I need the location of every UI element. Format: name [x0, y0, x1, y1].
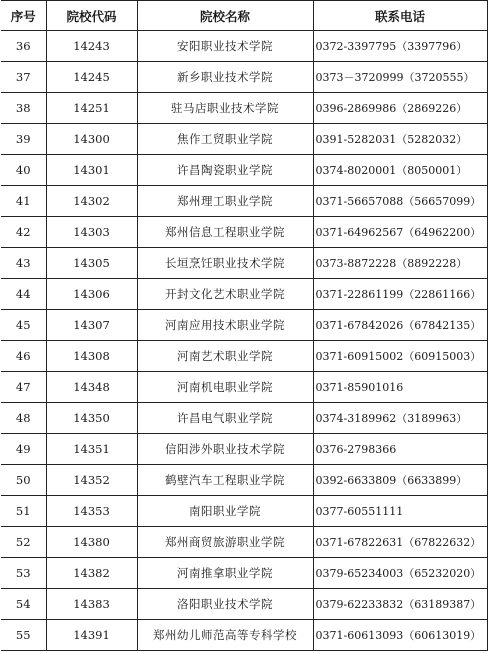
school-name-cell: 许昌电气职业学院 [137, 403, 313, 434]
serial-number-cell: 39 [1, 124, 46, 155]
table-row [1, 93, 487, 124]
table-row [1, 62, 487, 93]
table-row [1, 434, 487, 465]
serial-number-cell: 47 [1, 372, 46, 403]
school-code-cell: 14245 [46, 62, 137, 93]
phone-cell: 0379-62233832（63189387） [313, 589, 487, 620]
school-code-cell: 14308 [46, 341, 137, 372]
school-code-cell: 14348 [46, 372, 137, 403]
school-name-cell: 河南推拿职业学院 [137, 558, 313, 589]
table-row [1, 558, 487, 589]
phone-cell: 0371-64962567（64962200） [313, 217, 487, 248]
serial-number-cell: 52 [1, 527, 46, 558]
table-row [1, 496, 487, 527]
school-name-cell: 河南应用技术职业学院 [137, 310, 313, 341]
phone-cell: 0371-22861199（22861166） [313, 279, 487, 310]
header-school-code: 院校代码 [46, 1, 137, 31]
header-serial-number: 序号 [1, 1, 46, 31]
school-name-cell: 郑州商贸旅游职业学院 [137, 527, 313, 558]
school-name-cell: 郑州幼儿师范高等专科学校 [137, 620, 313, 651]
college-contact-table [1, 0, 488, 651]
serial-number-cell: 50 [1, 465, 46, 496]
school-name-cell: 许昌陶瓷职业学院 [137, 155, 313, 186]
school-name-cell: 开封文化艺术职业学院 [137, 279, 313, 310]
serial-number-cell: 41 [1, 186, 46, 217]
table-row [1, 527, 487, 558]
table-row [1, 589, 487, 620]
phone-cell: 0371-60915002（60915003） [313, 341, 487, 372]
table-row [1, 341, 487, 372]
header-contact-phone: 联系电话 [313, 1, 487, 31]
table-row [1, 372, 487, 403]
table-row [1, 620, 487, 651]
table-row [1, 217, 487, 248]
school-name-cell: 新乡职业技术学院 [137, 62, 313, 93]
table-row [1, 465, 487, 496]
school-name-cell: 安阳职业技术学院 [137, 31, 313, 62]
school-name-cell: 长垣烹饪职业技术学院 [137, 248, 313, 279]
school-code-cell: 14300 [46, 124, 137, 155]
school-name-cell: 南阳职业学院 [137, 496, 313, 527]
school-name-cell: 郑州信息工程职业学院 [137, 217, 313, 248]
phone-cell: 0373－3720999（3720555） [313, 62, 487, 93]
phone-cell: 0374-8020001（8050001） [313, 155, 487, 186]
phone-cell: 0377-60551111 [313, 496, 487, 527]
phone-cell: 0391-5282031（5282032） [313, 124, 487, 155]
school-name-cell: 河南机电职业学院 [137, 372, 313, 403]
school-name-cell: 驻马店职业技术学院 [137, 93, 313, 124]
table-row [1, 155, 487, 186]
table-row [1, 310, 487, 341]
school-code-cell: 14352 [46, 465, 137, 496]
school-code-cell: 14380 [46, 527, 137, 558]
school-code-cell: 14350 [46, 403, 137, 434]
school-name-cell: 河南艺术职业学院 [137, 341, 313, 372]
serial-number-cell: 36 [1, 31, 46, 62]
school-code-cell: 14251 [46, 93, 137, 124]
serial-number-cell: 49 [1, 434, 46, 465]
table-row [1, 403, 487, 434]
school-code-cell: 14353 [46, 496, 137, 527]
serial-number-cell: 37 [1, 62, 46, 93]
phone-cell: 0371-67842026（67842135） [313, 310, 487, 341]
serial-number-cell: 38 [1, 93, 46, 124]
table-row [1, 248, 487, 279]
serial-number-cell: 45 [1, 310, 46, 341]
school-name-cell: 焦作工贸职业学院 [137, 124, 313, 155]
table-row [1, 186, 487, 217]
school-code-cell: 14305 [46, 248, 137, 279]
school-name-cell: 信阳涉外职业技术学院 [137, 434, 313, 465]
phone-cell: 0371-67822631（67822632） [313, 527, 487, 558]
school-name-cell: 鹤壁汽车工程职业学院 [137, 465, 313, 496]
serial-number-cell: 53 [1, 558, 46, 589]
table-row [1, 279, 487, 310]
school-code-cell: 14383 [46, 589, 137, 620]
phone-cell: 0372-3397795（3397796） [313, 31, 487, 62]
school-code-cell: 14302 [46, 186, 137, 217]
school-code-cell: 14391 [46, 620, 137, 651]
serial-number-cell: 46 [1, 341, 46, 372]
table-row [1, 31, 487, 62]
serial-number-cell: 55 [1, 620, 46, 651]
header-school-name: 院校名称 [137, 1, 313, 31]
serial-number-cell: 54 [1, 589, 46, 620]
phone-cell: 0396-2869986（2869226） [313, 93, 487, 124]
school-code-cell: 14243 [46, 31, 137, 62]
table-row [1, 124, 487, 155]
school-code-cell: 14303 [46, 217, 137, 248]
school-name-cell: 洛阳职业技术学院 [137, 589, 313, 620]
phone-cell: 0371-85901016 [313, 372, 487, 403]
school-code-cell: 14307 [46, 310, 137, 341]
phone-cell: 0373-8872228（8892228） [313, 248, 487, 279]
school-code-cell: 14382 [46, 558, 137, 589]
school-name-cell: 郑州理工职业学院 [137, 186, 313, 217]
phone-cell: 0371-56657088（56657099） [313, 186, 487, 217]
serial-number-cell: 51 [1, 496, 46, 527]
serial-number-cell: 44 [1, 279, 46, 310]
serial-number-cell: 42 [1, 217, 46, 248]
phone-cell: 0374-3189962（3189963） [313, 403, 487, 434]
serial-number-cell: 43 [1, 248, 46, 279]
school-code-cell: 14301 [46, 155, 137, 186]
phone-cell: 0376-2798366 [313, 434, 487, 465]
school-code-cell: 14306 [46, 279, 137, 310]
phone-cell: 0392-6633809（6633899） [313, 465, 487, 496]
serial-number-cell: 40 [1, 155, 46, 186]
table-header-row [1, 1, 487, 31]
phone-cell: 0379-65234003（65232020） [313, 558, 487, 589]
school-code-cell: 14351 [46, 434, 137, 465]
phone-cell: 0371-60613093（60613019） [313, 620, 487, 651]
serial-number-cell: 48 [1, 403, 46, 434]
